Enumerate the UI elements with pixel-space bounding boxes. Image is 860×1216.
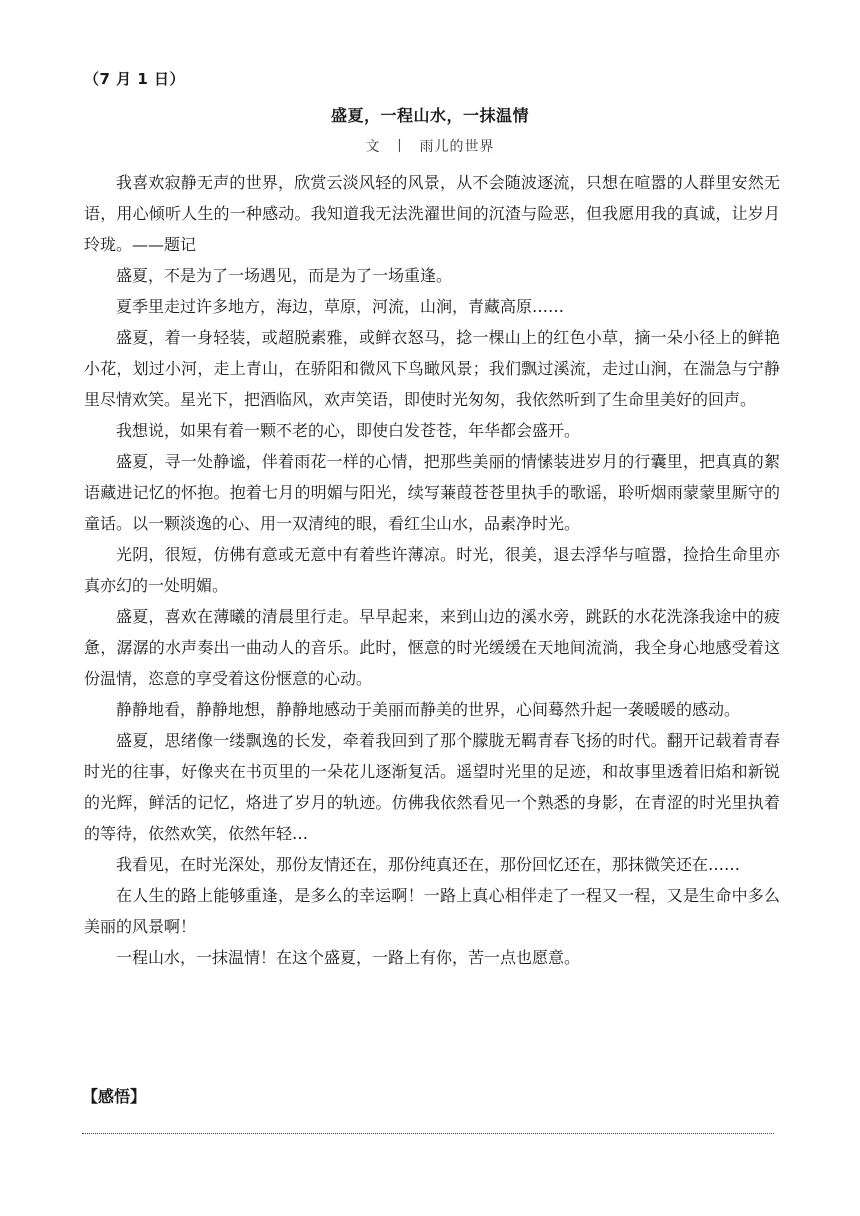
byline (0, 136, 860, 156)
dotted-answer-line (82, 1133, 774, 1134)
paragraph: 夏季里走过许多地方，海边，草原，河流，山涧，青藏高原…… (116, 297, 565, 316)
byline-author: 雨儿的世界 (419, 139, 495, 155)
paragraph: 我喜欢寂静无声的世界，欣赏云淡风轻的风景，从不会随波逐流，只想在喧嚣的人群里安然无语，用心倾听人生的一种感动。我知道我无法洗濯世间的沉渣与险恶，但我愿用我的真诚，让岁月玲珑。——题记 (84, 173, 780, 254)
reflection-heading: 【感悟】 (82, 1087, 147, 1106)
paragraph: 光阴，很短，仿佛有意或无意中有着些许薄凉。时光，很美，退去浮华与喧嚣，捡拾生命里亦真亦幻的一处明媚。 (84, 545, 780, 595)
paragraph: 盛夏，思绪像一缕飘逸的长发，牵着我回到了那个朦胧无羁青春飞扬的时代。翻开记载着青春时光的往事，好像夹在书页里的一朵花儿逐渐复活。遥望时光里的足迹，和故事里透着旧焰和新锐的光辉，鲜活的记忆，烙进了岁月的轨迹。仿佛我依然看见一个熟悉的身影，在青涩的时光里执着的等待，依然欢笑，依然年轻… (84, 731, 780, 843)
paragraph: 盛夏，不是为了一场遇见，而是为了一场重逢。 (116, 266, 453, 285)
paragraph: 盛夏，寻一处静谧，伴着雨花一样的心情，把那些美丽的情愫装进岁月的行囊里，把真真的絮语藏进记忆的怀抱。抱着七月的明媚与阳光，续写蒹葭苍苍里执手的歌谣，聆听烟雨蒙蒙里厮守的童话。以一颗淡逸的心、用一双清纯的眼，看红尘山水，品素净时光。 (84, 452, 780, 533)
byline-prefix: 文 (365, 139, 381, 155)
date-label: （7 月 1 日） (84, 70, 186, 88)
paragraph: 我看见，在时光深处，那份友情还在，那份纯真还在，那份回忆还在，那抹微笑还在…… (116, 855, 741, 874)
paragraph: 盛夏，着一身轻装，或超脱素雅，或鲜衣怒马，捻一棵山上的红色小草，摘一朵小径上的鲜艳小花，划过小河，走上青山，在骄阳和微风下鸟瞰风景；我们飘过溪流，走过山涧，在湍急与宁静里尽情欢笑。星光下，把酒临风，欢声笑语，即使时光匆匆，我依然听到了生命里美好的回声。 (84, 328, 780, 409)
paragraph: 我想说，如果有着一颗不老的心，即使白发苍苍，年华都会盛开。 (116, 421, 581, 440)
paragraph: 一程山水，一抹温情！在这个盛夏，一路上有你，苦一点也愿意。 (116, 948, 581, 967)
paragraph: 在人生的路上能够重逢，是多么的幸运啊！一路上真心相伴走了一程又一程，又是生命中多么美丽的风景啊！ (84, 886, 780, 936)
byline-separator: 丨 (392, 139, 408, 155)
paragraph: 盛夏，喜欢在薄曦的清晨里行走。早早起来，来到山边的溪水旁，跳跃的水花洗涤我途中的疲惫，潺潺的水声奏出一曲动人的音乐。此时，惬意的时光缓缓在天地间流淌，我全身心地感受着这份温情，恣意的享受着这份惬意的心动。 (84, 607, 780, 688)
paragraph: 静静地看，静静地想，静静地感动于美丽而静美的世界，心间蓦然升起一袭暖暖的感动。 (116, 700, 741, 719)
article-title: 盛夏，一程山水，一抹温情 (330, 106, 529, 125)
article-body (84, 167, 780, 973)
